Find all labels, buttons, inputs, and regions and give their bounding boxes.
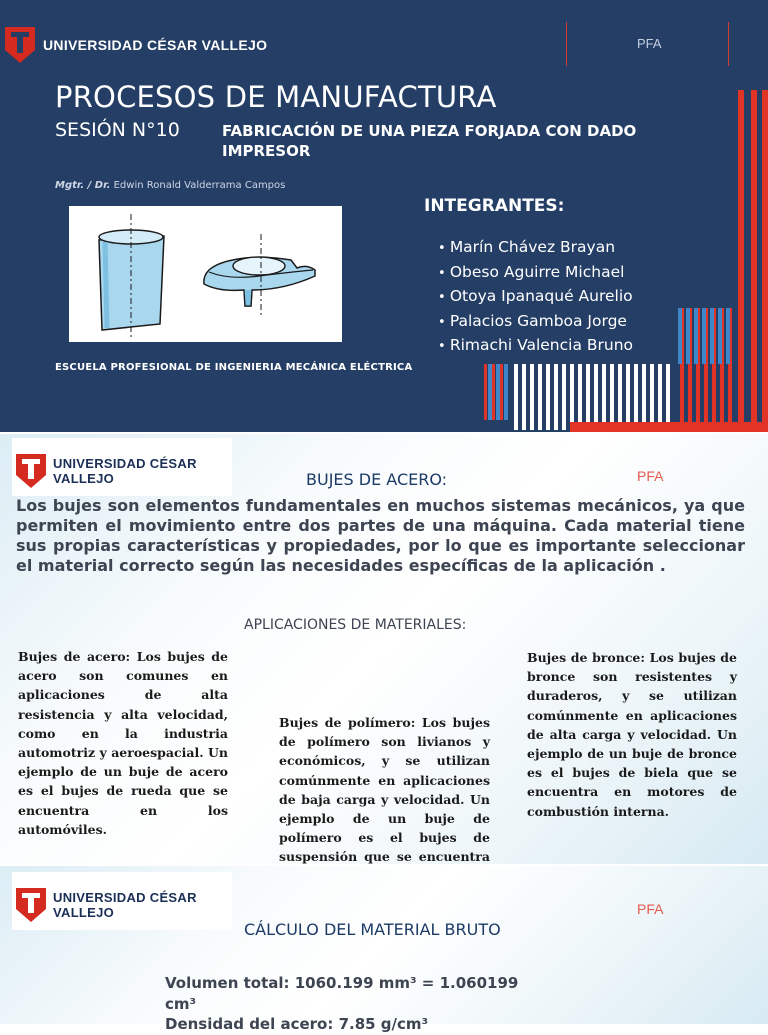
header-divider-left <box>566 22 567 66</box>
slide-title: BUJES DE ACERO: <box>306 470 448 489</box>
ucv-shield-icon <box>4 26 36 64</box>
member-item: • Obeso Aguirre Michael <box>438 261 633 286</box>
session-number: SESIÓN N°10 <box>55 119 180 141</box>
ucv-shield-icon <box>15 887 47 923</box>
advisor-line <box>55 180 285 191</box>
title-slide <box>0 0 768 432</box>
calculation-text <box>165 973 545 1035</box>
decorative-stripes <box>480 80 768 432</box>
calculation-slide <box>0 866 768 1033</box>
school-name: ESCUELA PROFESIONAL DE INGENIERIA MECÁNICA ELÉCTRICA <box>55 362 413 373</box>
logo-box <box>12 438 232 496</box>
logo-box <box>12 872 232 930</box>
university-logo <box>15 887 232 923</box>
member-item: • Marín Chávez Brayan <box>438 236 633 261</box>
university-name: UNIVERSIDAD CÉSAR VALLEJO <box>53 890 197 920</box>
university-logo <box>15 453 232 489</box>
presentation-subtitle: FABRICACIÓN DE UNA PIEZA FORJADA CON DADO IMPRESOR <box>222 122 637 160</box>
slide-title: CÁLCULO DEL MATERIAL BRUTO <box>244 920 501 939</box>
member-item: • Rimachi Valencia Bruno <box>438 334 633 359</box>
steel-bushing-text: Bujes de acero: Los bujes de acero son comunes en aplicaciones de alta resistencia y alta velocidad, como en la industria automotriz y aeroespacial. Un ejemplo de un buje de acero es el bujes de rueda que se encuentra en los automóviles. <box>18 649 228 837</box>
university-logo <box>4 26 267 64</box>
density-line: Densidad del acero: 7.85 g/cm³ <box>165 1015 429 1033</box>
members-heading: INTEGRANTES: <box>424 196 565 216</box>
volume-line: Volumen total: 1060.199 mm³ = 1.060199 cm³ <box>165 974 519 1013</box>
forged-part-figure <box>69 206 342 342</box>
intro-paragraph: Los bujes son elementos fundamentales en muchos sistemas mecánicos, ya que permiten el movimiento entre dos partes de una máquina. Cada material tiene sus propias características y propiedades, por lo que es importante seleccionar el material correcto según las necesidades específicas de la aplicación . <box>16 496 745 575</box>
university-name: UNIVERSIDAD CÉSAR VALLEJO <box>53 456 197 486</box>
bronze-bushing-text: Bujes de bronce: Los bujes de bronce son resistentes y duraderos, y se utilizan comúnmente en aplicaciones de alta carga y velocidad. Un ejemplo de un buje de bronce es el bujes de biela que se encuentra en motores de combustión interna. <box>527 650 737 819</box>
bujes-slide <box>0 434 768 864</box>
member-item: • Otoya Ipanaqué Aurelio <box>438 285 633 310</box>
ucv-shield-icon <box>15 453 47 489</box>
polymer-bushing-text: Bujes de polímero: Los bujes de polímero son livianos y económicos, y se utilizan comúnmente en aplicaciones de baja carga y velocidad. Un ejemplo de un buje de polímero es el bujes de suspensión que se encuentra <box>279 715 490 865</box>
pfa-label: PFA <box>637 468 664 484</box>
header-divider-right <box>728 22 729 66</box>
applications-heading: APLICACIONES DE MATERIALES: <box>244 617 467 633</box>
pfa-label: PFA <box>637 901 664 917</box>
forging-diagram-image <box>69 206 342 342</box>
member-item: • Palacios Gamboa Jorge <box>438 310 633 335</box>
pfa-label: PFA <box>637 36 662 51</box>
advisor-name: Edwin Ronald Valderrama Campos <box>113 180 286 191</box>
university-name: UNIVERSIDAD CÉSAR VALLEJO <box>43 37 268 53</box>
advisor-prefix: Mgtr. / Dr. <box>55 180 111 191</box>
presentation-title: PROCESOS DE MANUFACTURA <box>55 80 497 114</box>
